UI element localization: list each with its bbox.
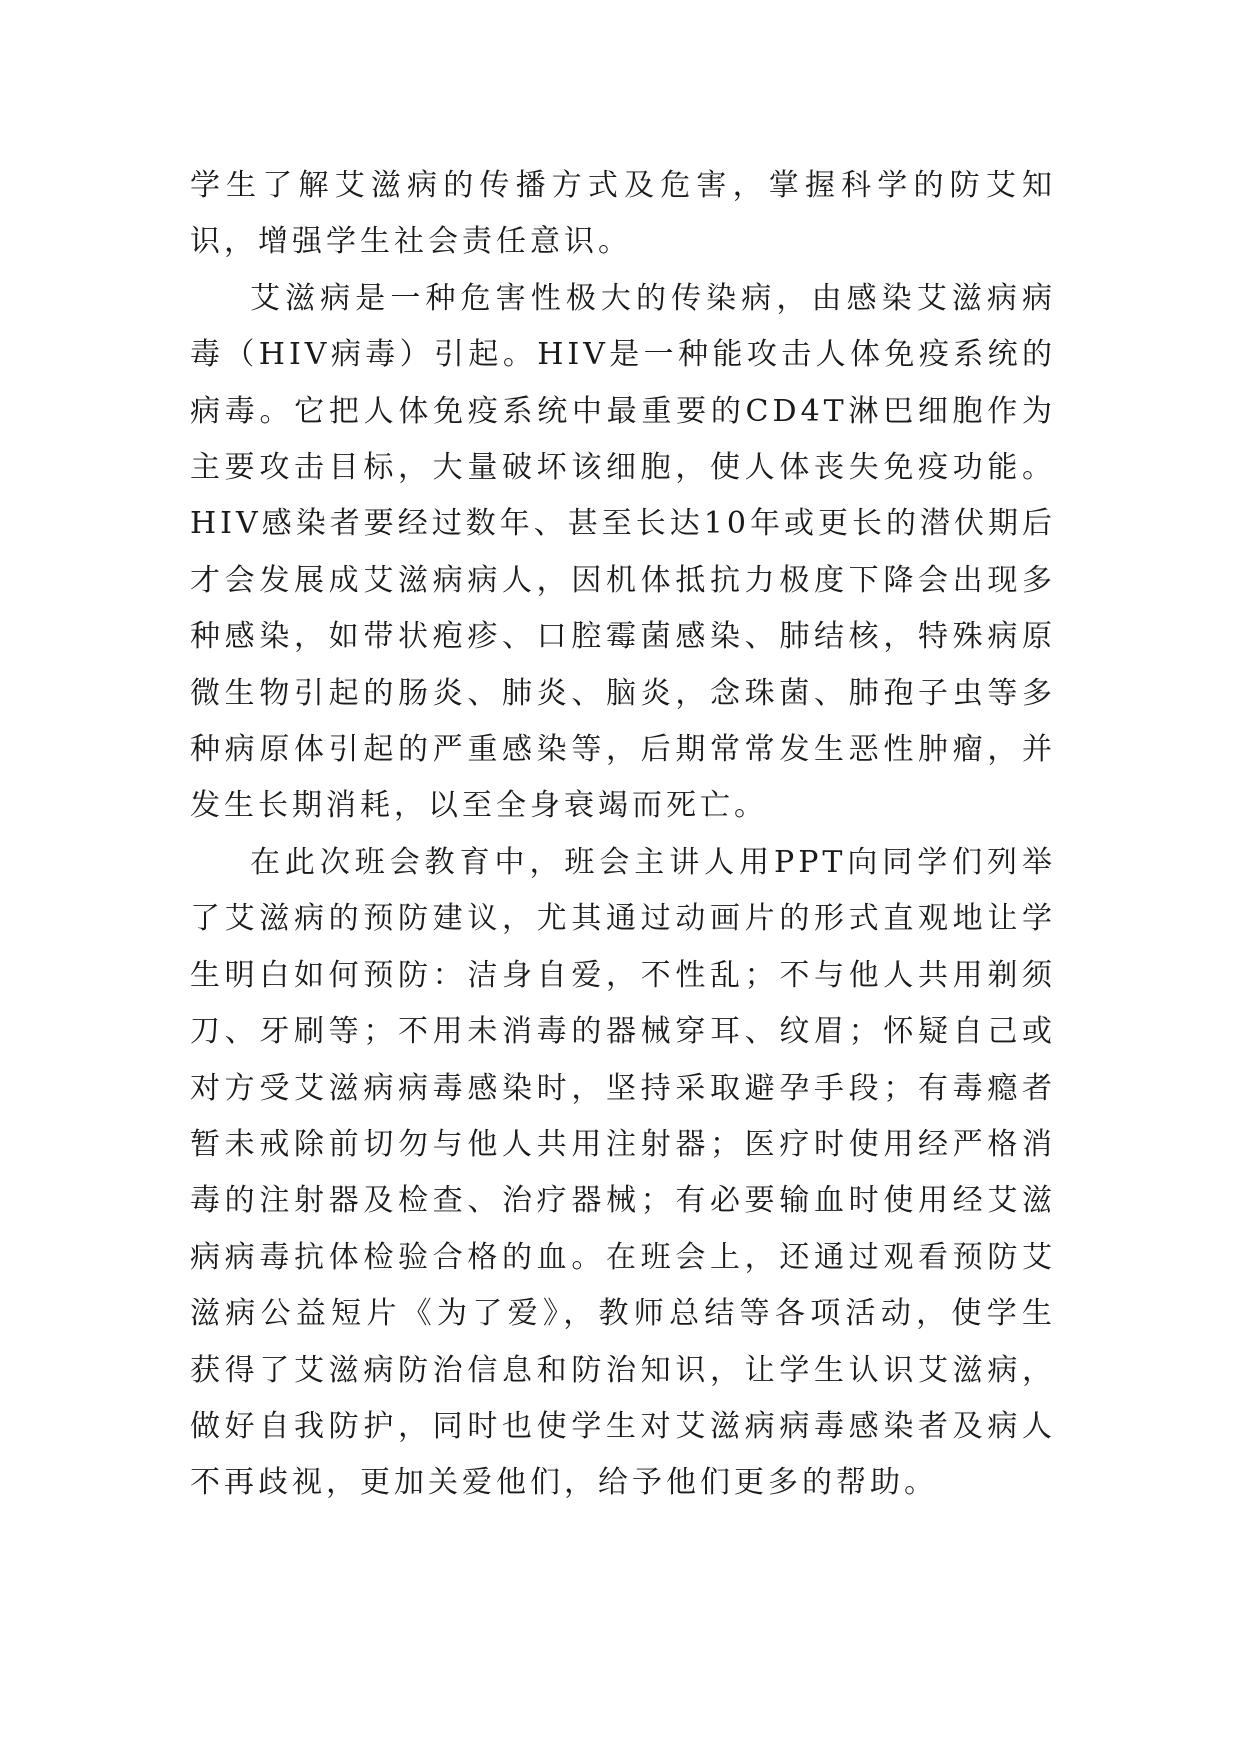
paragraph-continuation: 学生了解艾滋病的传播方式及危害，掌握科学的防艾知识，增强学生社会责任意识。	[190, 168, 1056, 260]
document-body	[190, 158, 1056, 1512]
paragraph-class-meeting-prevention: 在此次班会教育中，班会主讲人用PPT向同学们列举了艾滋病的预防建议，尤其通过动画片的形式直观地让学生明白如何预防：洁身自爱，不性乱；不与他人共用剃须刀、牙刷等；不用未消毒的器械穿耳、纹眉；怀疑自己或对方受艾滋病病毒感染时，坚持采取避孕手段；有毒瘾者暂未戒除前切勿与他人共用注射器；医疗时使用经严格消毒的注射器及检查、治疗器械；有必要输血时使用经艾滋病病毒抗体检验合格的血。在班会上，还通过观看预防艾滋病公益短片《为了爱》，教师总结等各项活动，使学生获得了艾滋病防治信息和防治知识，让学生认识艾滋病，做好自我防护，同时也使学生对艾滋病病毒感染者及病人不再歧视，更加关爱他们，给予他们更多的帮助。	[190, 844, 1056, 1501]
paragraph-hiv-description: 艾滋病是一种危害性极大的传染病，由感染艾滋病病毒（HIV病毒）引起。HIV是一种能攻击人体免疫系统的病毒。它把人体免疫系统中最重要的CD4T淋巴细胞作为主要攻击目标，大量破坏该细胞，使人体丧失免疫功能。HIV感染者要经过数年、甚至长达10年或更长的潜伏期后才会发展成艾滋病病人，因机体抵抗力极度下降会出现多种感染，如带状疱疹、口腔霉菌感染、肺结核，特殊病原微生物引起的肠炎、肺炎、脑炎，念珠菌、肺孢子虫等多种病原体引起的严重感染等，后期常常发生恶性肿瘤，并发生长期消耗，以至全身衰竭而死亡。	[190, 280, 1056, 824]
